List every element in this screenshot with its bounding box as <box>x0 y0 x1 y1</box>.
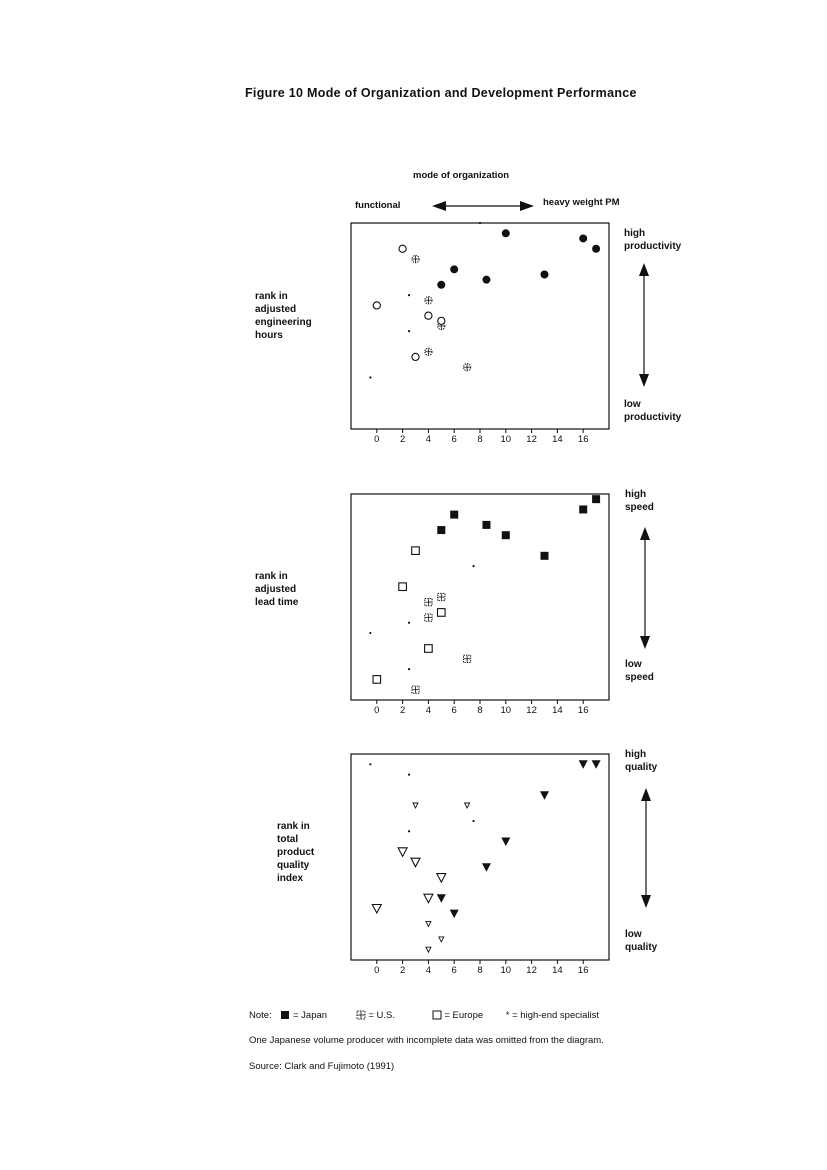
x-tick-label: 10 <box>500 434 512 444</box>
data-point-japan <box>482 863 491 872</box>
quality-arrow <box>638 787 654 909</box>
data-point-u-s- <box>426 947 431 952</box>
chart-panel-productivity <box>350 222 612 449</box>
japan-marker-icon <box>280 1010 290 1020</box>
data-point-u-s- <box>464 655 471 662</box>
data-point-japan <box>502 531 510 539</box>
data-point-japan <box>437 894 446 903</box>
data-point-u-s- <box>425 614 432 621</box>
y-axis-label-lead-time: rank in adjusted lead time <box>255 571 299 608</box>
data-point-japan <box>541 552 549 560</box>
data-point-japan <box>437 281 445 289</box>
speed-arrow <box>637 526 653 650</box>
data-point-europe <box>373 676 381 684</box>
data-point-japan <box>501 838 510 847</box>
figure-title: Figure 10 Mode of Organization and Development Performance <box>245 86 637 100</box>
high-productivity-label: high productivity <box>624 228 682 252</box>
data-point-japan <box>540 791 549 800</box>
x-tick-label: 12 <box>526 705 537 715</box>
data-point-u-s- <box>426 921 431 926</box>
quality-scatter <box>350 753 612 975</box>
data-point-europe <box>412 547 420 555</box>
data-point-u-s- <box>439 937 444 942</box>
data-point-u-s- <box>464 364 471 371</box>
data-point-japan <box>450 511 458 519</box>
data-point-high-end-specialist <box>479 222 481 224</box>
data-point-japan <box>482 276 490 284</box>
productivity-arrow <box>636 262 652 388</box>
high-quality-label: high quality <box>625 749 658 773</box>
data-point-high-end-specialist <box>369 763 371 765</box>
x-tick-label: 2 <box>399 705 406 715</box>
data-point-europe <box>373 302 380 309</box>
x-tick-label: 10 <box>500 965 512 975</box>
data-point-high-end-specialist <box>408 668 410 670</box>
x-tick-label: 6 <box>451 965 457 975</box>
x-tick-label: 12 <box>526 434 537 444</box>
lead-time-scatter <box>350 493 612 715</box>
x-tick-label: 16 <box>577 705 589 715</box>
data-point-europe <box>424 894 433 903</box>
data-point-japan <box>482 521 490 529</box>
chart-panel-lead-time <box>350 493 612 720</box>
low-productivity-label: low productivity <box>624 399 682 423</box>
plot-frame <box>351 494 609 700</box>
data-point-japan <box>450 265 458 273</box>
data-point-japan <box>592 245 600 253</box>
note-omitted: One Japanese volume producer with incomplete data was omitted from the diagram. <box>249 1035 604 1046</box>
data-point-japan <box>579 234 587 242</box>
x-tick-label: 14 <box>552 705 563 715</box>
us-marker-icon <box>356 1010 366 1020</box>
data-point-u-s- <box>412 686 419 693</box>
x-tick-label: 8 <box>477 434 483 444</box>
x-tick-label: 8 <box>477 705 483 715</box>
x-tick-label: 2 <box>399 965 406 975</box>
note-europe: = Europe <box>444 1010 484 1021</box>
data-point-u-s- <box>425 599 432 606</box>
data-point-europe <box>425 312 432 319</box>
data-point-high-end-specialist <box>369 632 371 634</box>
note-prefix: Note: <box>249 1010 272 1021</box>
data-point-europe <box>437 874 446 883</box>
data-point-europe <box>425 645 433 653</box>
note-us: = U.S. <box>368 1010 396 1021</box>
x-tick-label: 4 <box>425 965 432 975</box>
data-point-europe <box>438 317 445 324</box>
plot-frame <box>351 223 609 429</box>
data-point-europe <box>372 905 381 914</box>
x-tick-label: 2 <box>399 434 406 444</box>
x-tick-label: 14 <box>552 434 563 444</box>
x-tick-label: 4 <box>425 434 432 444</box>
data-point-u-s- <box>425 348 432 355</box>
data-point-japan <box>437 526 445 534</box>
data-point-europe <box>398 848 407 857</box>
productivity-scatter <box>350 222 612 444</box>
plot-frame <box>351 754 609 960</box>
y-axis-label-engineering-hours: rank in adjusted engineering hours <box>255 291 312 341</box>
data-point-high-end-specialist <box>408 774 410 776</box>
legend-note <box>249 1010 599 1021</box>
low-speed-label: low speed <box>625 659 654 683</box>
data-point-japan <box>450 910 459 919</box>
note-japan: = Japan <box>293 1010 328 1021</box>
chart-panel-quality <box>350 753 612 980</box>
data-point-europe <box>412 353 419 360</box>
data-point-u-s- <box>412 255 419 262</box>
double-arrow-horizontal <box>430 198 536 214</box>
data-point-europe <box>411 858 420 867</box>
x-tick-label: 14 <box>552 965 563 975</box>
mode-of-organization-label: mode of organization <box>413 170 510 181</box>
data-point-europe <box>399 245 406 252</box>
data-point-high-end-specialist <box>472 565 474 567</box>
data-point-u-s- <box>465 803 470 808</box>
x-tick-label: 16 <box>577 965 589 975</box>
x-tick-label: 0 <box>374 965 380 975</box>
note-specialist: * = high-end specialist <box>505 1010 599 1021</box>
heavy-weight-pm-label: heavy weight PM <box>543 197 620 208</box>
europe-marker-icon <box>432 1010 442 1020</box>
high-speed-label: high speed <box>625 489 654 513</box>
data-point-japan <box>579 505 587 513</box>
data-point-europe <box>399 583 407 591</box>
x-tick-label: 0 <box>374 434 380 444</box>
data-point-high-end-specialist <box>369 376 371 378</box>
data-point-japan <box>541 271 549 279</box>
data-point-u-s- <box>438 593 445 600</box>
low-quality-label: low quality <box>625 929 658 953</box>
x-tick-label: 12 <box>526 965 537 975</box>
data-point-high-end-specialist <box>408 330 410 332</box>
data-point-japan <box>502 229 510 237</box>
data-point-u-s- <box>425 297 432 304</box>
x-tick-label: 4 <box>425 705 432 715</box>
note-source: Source: Clark and Fujimoto (1991) <box>249 1061 395 1072</box>
data-point-japan <box>592 495 600 503</box>
x-tick-label: 16 <box>577 434 589 444</box>
x-tick-label: 10 <box>500 705 512 715</box>
x-tick-label: 0 <box>374 705 380 715</box>
x-tick-label: 8 <box>477 965 483 975</box>
x-tick-label: 6 <box>451 705 457 715</box>
data-point-high-end-specialist <box>472 820 474 822</box>
data-point-high-end-specialist <box>408 294 410 296</box>
data-point-japan <box>592 760 601 769</box>
data-point-u-s- <box>413 803 418 808</box>
data-point-europe <box>438 609 446 617</box>
data-point-japan <box>579 760 588 769</box>
data-point-high-end-specialist <box>408 830 410 832</box>
functional-label: functional <box>355 200 401 211</box>
y-axis-label-quality: rank in total product quality index <box>277 821 315 884</box>
x-tick-label: 6 <box>451 434 457 444</box>
data-point-high-end-specialist <box>408 622 410 624</box>
